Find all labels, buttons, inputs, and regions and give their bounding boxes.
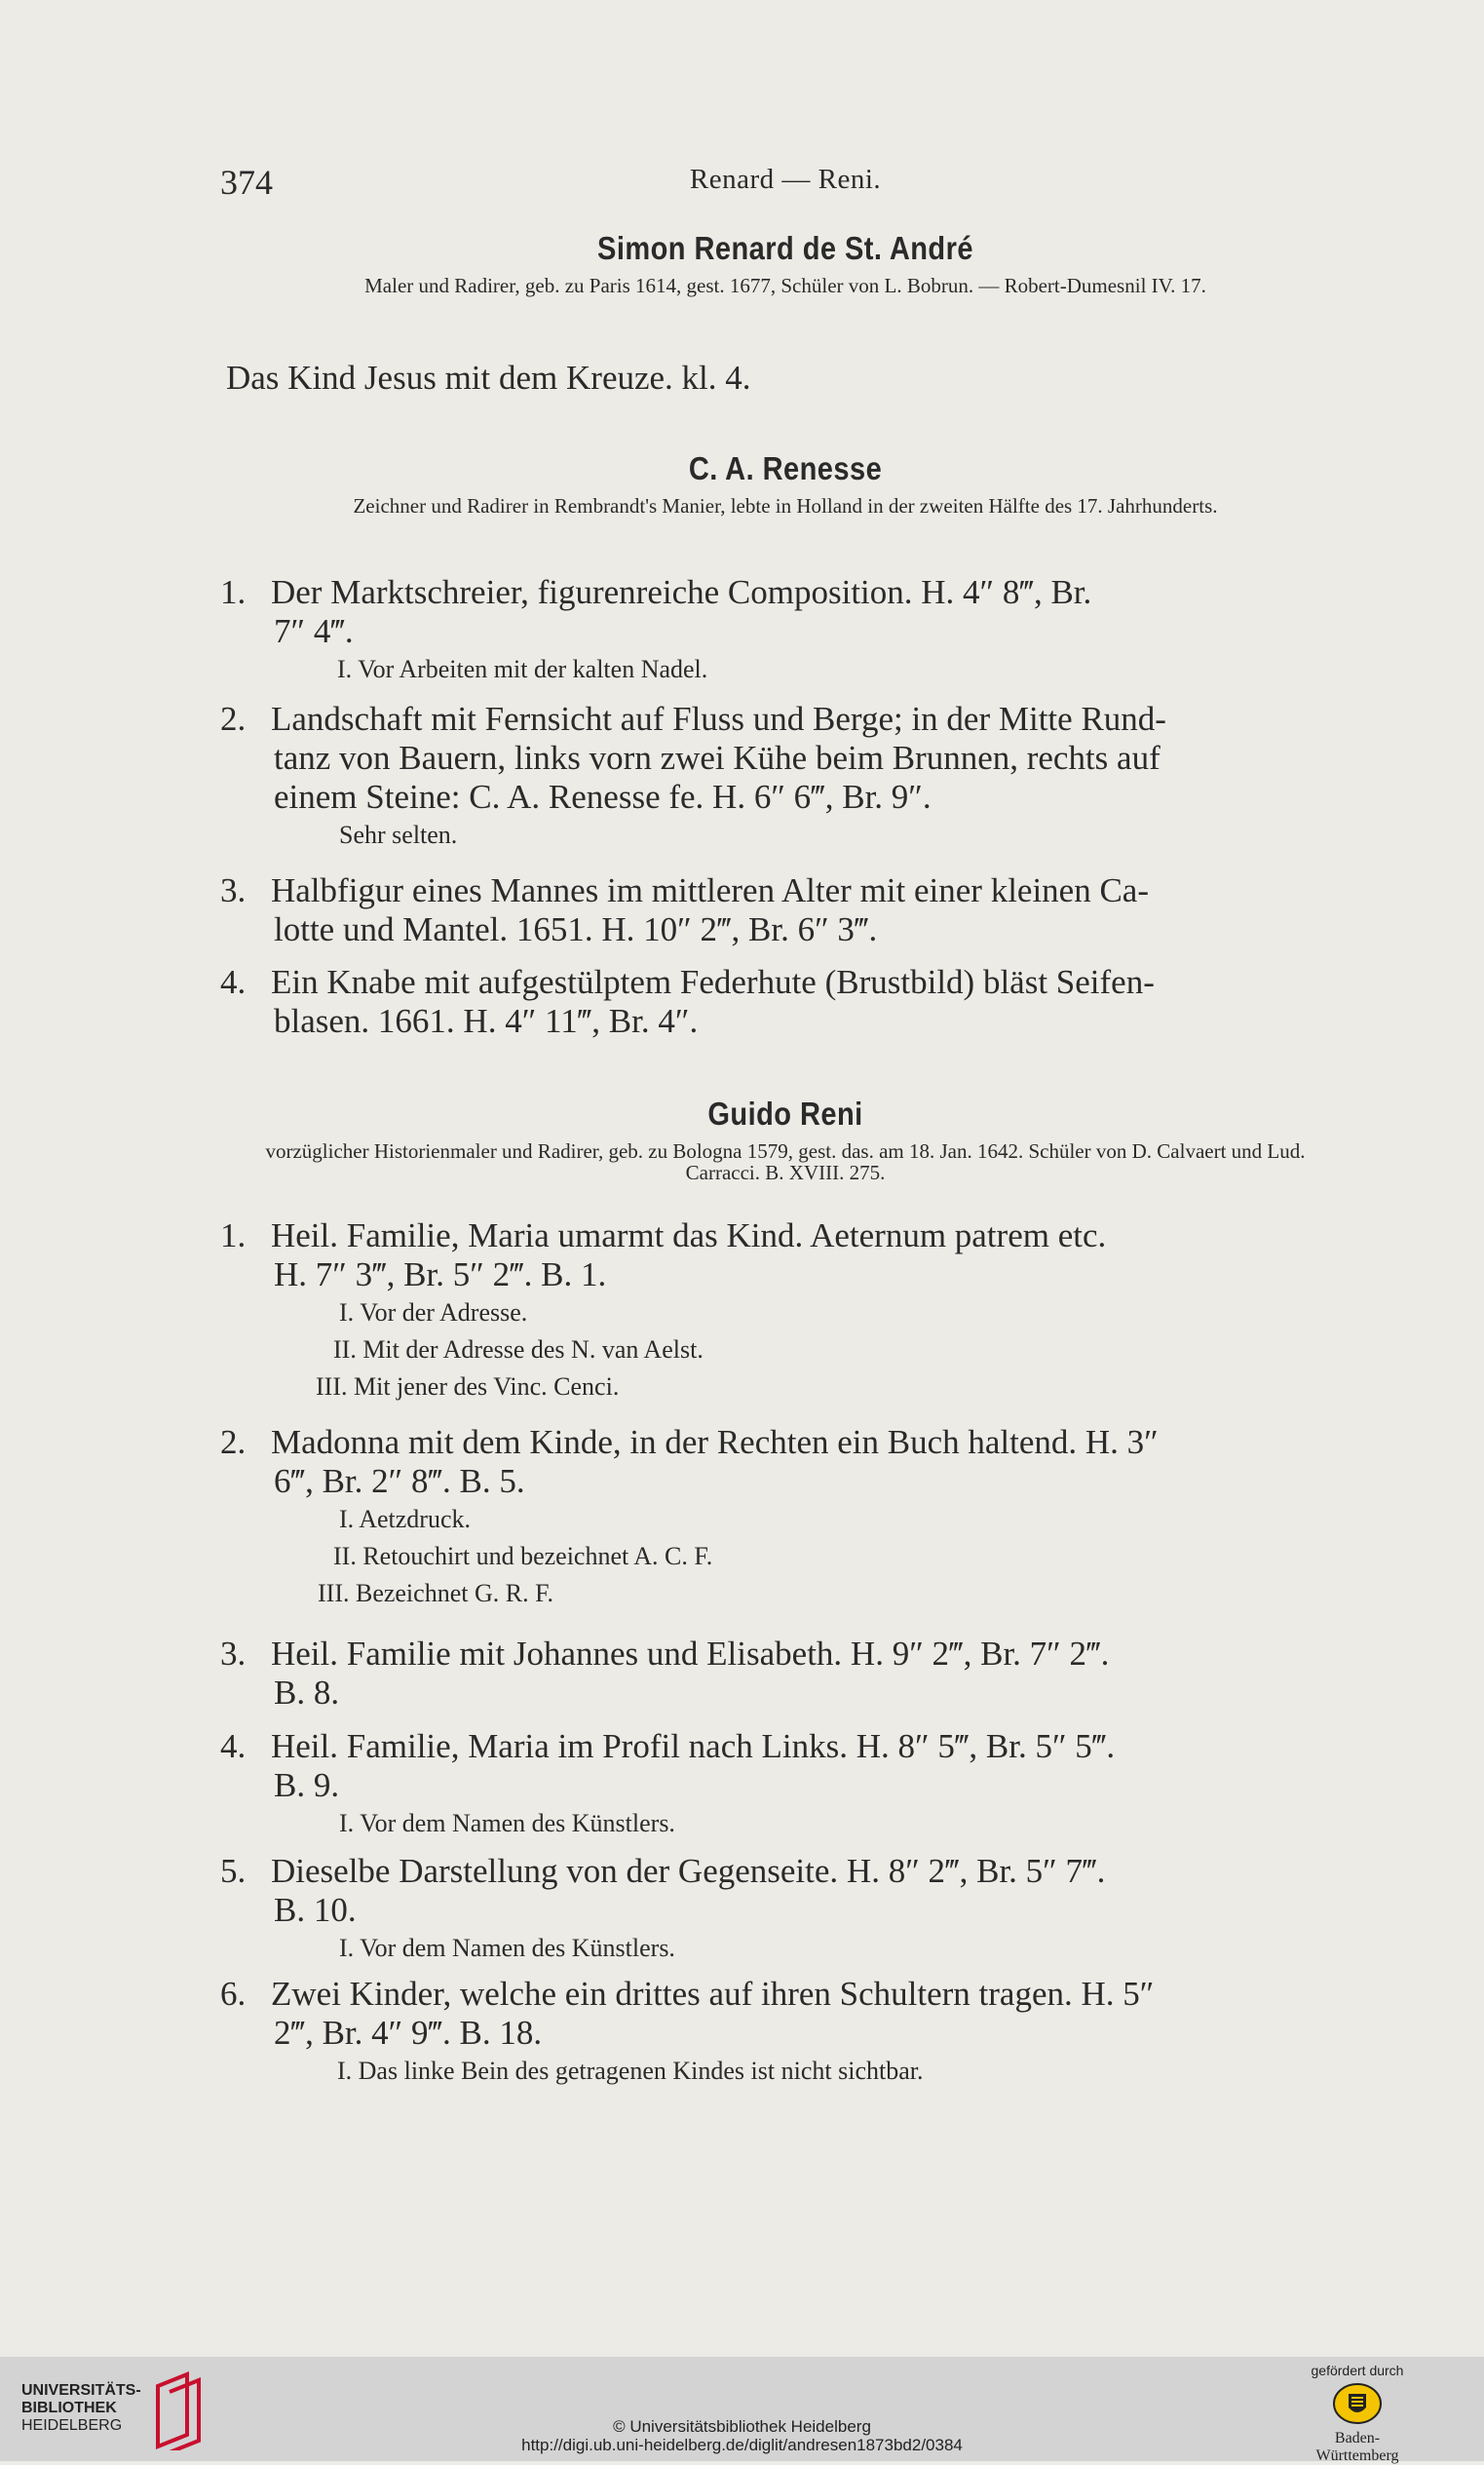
section-renard bbox=[220, 230, 1351, 296]
entry-reni-2 bbox=[220, 1423, 1351, 1612]
funder-block bbox=[1299, 2363, 1416, 2465]
section-bio: Maler und Radirer, geb. zu Paris 1614, gest. 1677, Schüler von L. Bobrun. — Robert-Dumesnil IV. 17. bbox=[364, 274, 1206, 297]
state-note: I. Aetzdruck. bbox=[339, 1505, 472, 1533]
entry-line: H. 7″ 3‴, Br. 5″ 2‴. B. 1. bbox=[274, 1255, 607, 1293]
source-url-link[interactable]: http://digi.ub.uni-heidelberg.de/diglit/andresen1873bd2/0384 bbox=[521, 2436, 963, 2454]
entry-reni-6 bbox=[220, 1975, 1351, 2090]
page-number: 374 bbox=[220, 163, 273, 202]
entry-renesse-1 bbox=[220, 573, 1351, 688]
entry-line: Zwei Kinder, welche ein drittes auf ihren Schultern tragen. H. 5″ bbox=[271, 1975, 1155, 2013]
entry-line: lotte und Mantel. 1651. H. 10″ 2‴, Br. 6″ 3‴. bbox=[274, 910, 878, 948]
entry-number: 1. bbox=[220, 1216, 247, 1254]
entry-line: Heil. Familie, Maria im Profil nach Links. H. 8″ 5‴, Br. 5″ 5‴. bbox=[271, 1727, 1116, 1765]
intro-entry: Das Kind Jesus mit dem Kreuze. kl. 4. bbox=[226, 359, 751, 397]
entry-line: 2‴, Br. 4″ 9‴. B. 18. bbox=[274, 2014, 543, 2052]
entry-line: tanz von Bauern, links vorn zwei Kühe beim Brunnen, rechts auf bbox=[274, 739, 1161, 777]
entry-number: 1. bbox=[220, 573, 247, 611]
funder-name: Baden-Württemberg bbox=[1315, 2430, 1399, 2464]
entry-line: 7″ 4‴. bbox=[274, 612, 354, 650]
entry-reni-3 bbox=[220, 1635, 1351, 1713]
entry-reni-5 bbox=[220, 1852, 1351, 1967]
section-bio: vorzüglicher Historienmaler und Radirer, geb. zu Bologna 1579, gest. das. am 18. Jan. 1642. Schüler von D. Calvaert und Lud. Carracci. B. XVIII. 275. bbox=[265, 1139, 1306, 1184]
entry-line: Der Marktschreier, figurenreiche Composition. H. 4″ 8‴, Br. bbox=[271, 573, 1092, 611]
state-note: II. Mit der Adresse des N. van Aelst. bbox=[333, 1335, 704, 1364]
entry-reni-1 bbox=[220, 1216, 1351, 1406]
entry-number: 4. bbox=[220, 963, 247, 1001]
library-name-line: BIBLIOTHEK bbox=[21, 2400, 117, 2416]
state-note: III. Bezeichnet G. R. F. bbox=[318, 1579, 553, 1607]
state-note: I. Vor dem Namen des Künstlers. bbox=[339, 1809, 675, 1837]
entry-line: Heil. Familie, Maria umarmt das Kind. Aeternum patrem etc. bbox=[271, 1216, 1107, 1254]
state-note: II. Retouchirt und bezeichnet A. C. F. bbox=[333, 1542, 713, 1570]
entry-line: B. 9. bbox=[274, 1766, 340, 1804]
footer-credit bbox=[0, 2417, 1484, 2454]
section-title: C. A. Renesse bbox=[688, 450, 883, 486]
section-reni bbox=[220, 1096, 1351, 1183]
footer-bar bbox=[0, 2357, 1484, 2464]
state-coat-of-arms-icon bbox=[1332, 2382, 1383, 2425]
entry-reni-4 bbox=[220, 1727, 1351, 1842]
section-title: Simon Renard de St. André bbox=[597, 230, 973, 266]
entry-number: 5. bbox=[220, 1852, 247, 1890]
entry-line: Madonna mit dem Kinde, in der Rechten ein Buch haltend. H. 3″ bbox=[271, 1423, 1159, 1461]
entry-line: Heil. Familie mit Johannes und Elisabeth. H. 9″ 2‴, Br. 7″ 2‴. bbox=[271, 1635, 1110, 1673]
state-note: I. Vor der Adresse. bbox=[339, 1298, 528, 1327]
running-title: Renard — Reni. bbox=[689, 164, 882, 195]
state-note: I. Das linke Bein des getragenen Kindes ist nicht sichtbar. bbox=[337, 2057, 924, 2085]
entry-line: blasen. 1661. H. 4″ 11‴, Br. 4″. bbox=[274, 1002, 699, 1040]
entry-line: B. 10. bbox=[274, 1891, 357, 1929]
entry-number: 4. bbox=[220, 1727, 247, 1765]
entry-number: 2. bbox=[220, 700, 247, 738]
entry-number: 6. bbox=[220, 1975, 247, 2013]
section-renesse bbox=[220, 450, 1351, 517]
section-bio: Zeichner und Radirer in Rembrandt's Manier, lebte in Holland in der zweiten Hälfte des 17. Jahrhunderts. bbox=[353, 494, 1218, 518]
entry-renesse-3 bbox=[220, 871, 1351, 949]
entry-line: einem Steine: C. A. Renesse fe. H. 6″ 6‴, Br. 9″. bbox=[274, 778, 932, 816]
running-header bbox=[220, 162, 1351, 201]
funded-by-label: gefördert durch bbox=[1311, 2363, 1404, 2378]
entry-renesse-2 bbox=[220, 700, 1351, 854]
entry-line: Halbfigur eines Mannes im mittleren Alter mit einer kleinen Ca- bbox=[271, 871, 1149, 909]
state-note: III. Mit jener des Vinc. Cenci. bbox=[316, 1372, 620, 1401]
state-note: I. Vor Arbeiten mit der kalten Nadel. bbox=[337, 655, 708, 683]
library-name-line: HEIDELBERG bbox=[21, 2417, 123, 2434]
entry-number: 3. bbox=[220, 871, 247, 909]
entry-number: 2. bbox=[220, 1423, 247, 1461]
entry-line: Landschaft mit Fernsicht auf Fluss und Berge; in der Mitte Rund- bbox=[271, 700, 1166, 738]
entry-line: 6‴, Br. 2″ 8‴. B. 5. bbox=[274, 1462, 525, 1500]
entry-line: Ein Knabe mit aufgestülptem Federhute (Brustbild) bläst Seifen- bbox=[271, 963, 1155, 1001]
state-note: I. Vor dem Namen des Künstlers. bbox=[339, 1934, 675, 1962]
copyright-text: © Universitätsbibliothek Heidelberg bbox=[613, 2417, 871, 2436]
state-note: Sehr selten. bbox=[339, 821, 458, 849]
entry-line: B. 8. bbox=[274, 1674, 340, 1712]
entry-line: Dieselbe Darstellung von der Gegenseite. H. 8″ 2‴, Br. 5″ 7‴. bbox=[271, 1852, 1106, 1890]
section-title: Guido Reni bbox=[707, 1096, 863, 1132]
entry-number: 3. bbox=[220, 1635, 247, 1673]
entry-renesse-4 bbox=[220, 963, 1351, 1041]
library-name-line: UNIVERSITÄTS- bbox=[21, 2382, 141, 2399]
